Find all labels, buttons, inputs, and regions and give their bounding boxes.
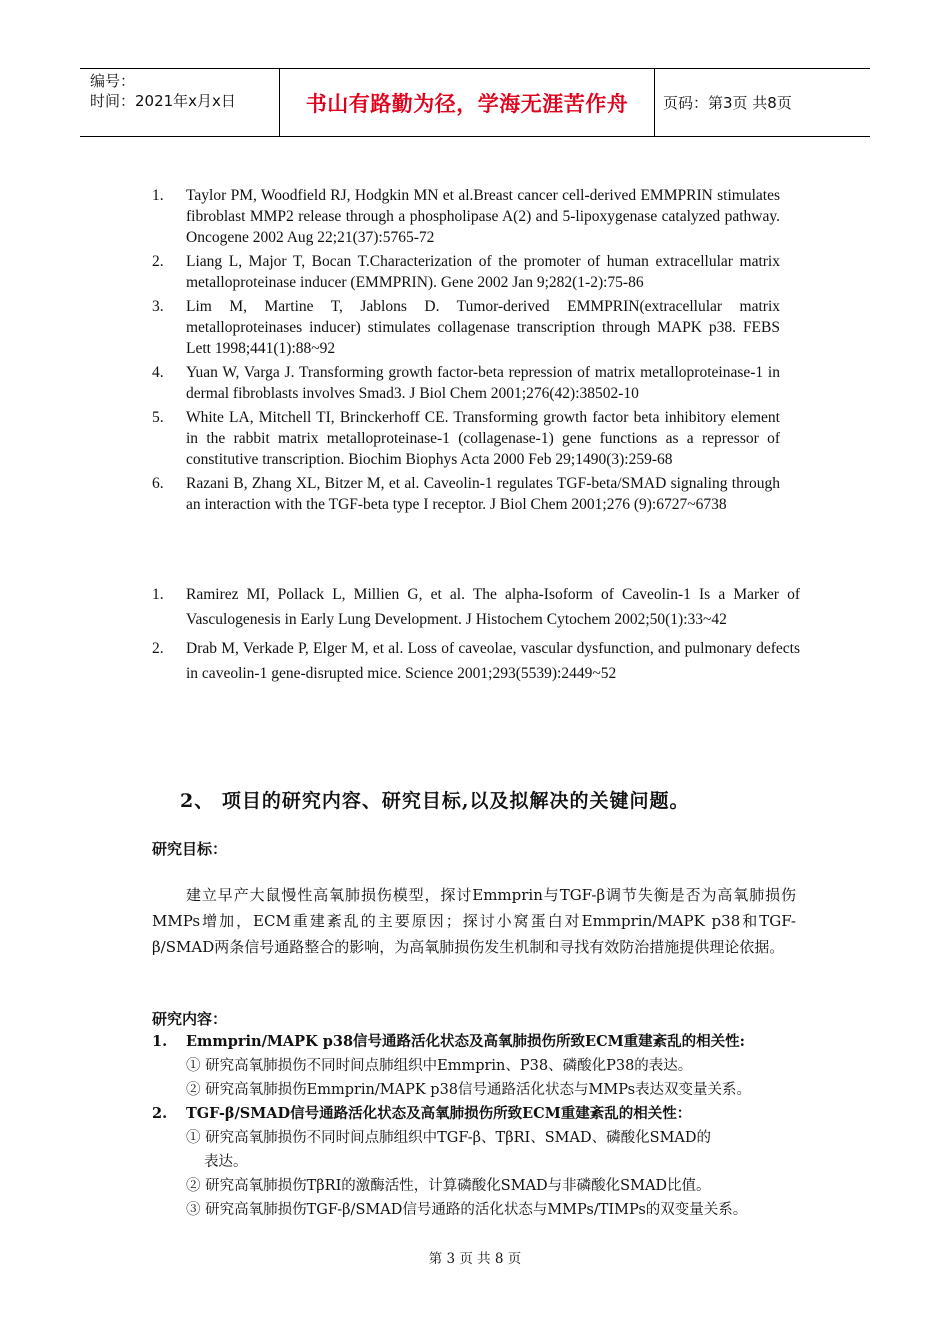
reference-list-2 (152, 582, 800, 690)
content-subitem: ① 研究高氧肺损伤不同时间点肺组织中TGF-β、TβRⅠ、SMAD、磷酸化SMAD的 (186, 1130, 712, 1146)
reference-item: 2. Liang L, Major T, Bocan T.Characterization of the promoter of human extracellular matrix metalloproteinase inducer (EMMPRIN). Gene 2002 Jan 9;282(1-2):75-86 (152, 253, 780, 291)
content-item-title: 1. Emmprin/MAPK p38信号通路活化状态及高氧肺损伤所致ECM重建紊乱的相关性: (152, 1033, 746, 1050)
header-meta (80, 69, 280, 136)
content-label: 研究内容： (152, 1010, 228, 1028)
number-label: 编号： (90, 72, 136, 90)
content-list (152, 1030, 800, 1222)
page-header (80, 68, 870, 137)
reference-item: 6. Razani B, Zhang XL, Bitzer M, et al. Caveolin-1 regulates TGF-beta/SMAD signaling through an interaction with the TGF-beta type I receptor. J Biol Chem 2001;276 (9):6727~6738 (152, 475, 780, 513)
reference-item: 3. Lim M, Martine T, Jablons D. Tumor-derived EMMPRIN(extracellular matrix metalloproteinases inducer) stimulates collagenase transcription through MAPK p38. FEBS Lett 1998;441(1):88~92 (152, 298, 780, 357)
page-footer: 第 3 页 共 8 页 (428, 1251, 522, 1267)
content-item-title: 2. TGF-β/SMAD信号通路活化状态及高氧肺损伤所致ECM重建紊乱的相关性： (152, 1105, 692, 1122)
content-subitem-continued: 表达。 (204, 1154, 248, 1170)
reference-item: 1. Taylor PM, Woodfield RJ, Hodgkin MN et al.Breast cancer cell-derived EMMPRIN stimulates fibroblast MMP2 release through a phospholipase A(2) and 5-lipoxygenase catalyzed pathway. Oncogene 2002 Aug 22;21(37):5765-72 (152, 187, 780, 246)
reference-list-1 (152, 185, 780, 518)
page-label: 页码：第3页 共8页 (663, 94, 792, 112)
motto: 书山有路勤为径，学海无涯苦作舟 (280, 69, 655, 136)
goal-label: 研究目标： (152, 840, 228, 858)
content-subitem: ① 研究高氧肺损伤不同时间点肺组织中Emmprin、P38、磷酸化P38的表达。 (186, 1058, 693, 1074)
time-label: 时间：2021年x月x日 (90, 92, 236, 110)
content-subitem: ② 研究高氧肺损伤Emmprin/MAPK p38信号通路活化状态与MMPs表达双变量关系。 (186, 1082, 752, 1098)
goal-paragraph: 建立早产大鼠慢性高氧肺损伤模型，探讨Emmprin与TGF-β调节失衡是否为高氧肺损伤MMPs增加，ECM重建紊乱的主要原因；探讨小窝蛋白对Emmprin/MAPK p38和TGF-β/SMAD两条信号通路整合的影响，为高氧肺损伤发生机制和寻找有效防治措施提供理论依据。 (152, 886, 796, 956)
reference-item: 1. Ramirez MI, Pollack L, Millien G, et al. The alpha-Isoform of Caveolin-1 Is a Marker of Vasculogenesis in Early Lung Development. J Histochem Cytochem 2002;50(1):33~42 (152, 586, 800, 628)
section-heading: 2、 项目的研究内容、研究目标,以及拟解决的关键问题。 (180, 790, 690, 812)
reference-item: 4. Yuan W, Varga J. Transforming growth factor-beta repression of matrix metalloproteinase-1 in dermal fibroblasts involves Smad3. J Biol Chem 2001;276(42):38502-10 (152, 364, 780, 402)
reference-item: 2. Drab M, Verkade P, Elger M, et al. Loss of caveolae, vascular dysfunction, and pulmonary defects in caveolin-1 gene-disrupted mice. Science 2001;293(5539):2449~52 (152, 640, 800, 682)
content-subitem: ② 研究高氧肺损伤TβRⅠ的激酶活性，计算磷酸化SMAD与非磷酸化SMAD比值。 (186, 1178, 711, 1194)
reference-item: 5. White LA, Mitchell TI, Brinckerhoff CE. Transforming growth factor beta inhibitory element in the rabbit matrix metalloproteinase-1 (collagenase-1) gene functions as a repressor of constitutive transcription. Biochim Biophys Acta 2000 Feb 29;1490(3):259-68 (152, 409, 780, 468)
content-subitem: ③ 研究高氧肺损伤TGF-β/SMAD信号通路的活化状态与MMPs/TIMPs的双变量关系。 (186, 1202, 748, 1218)
